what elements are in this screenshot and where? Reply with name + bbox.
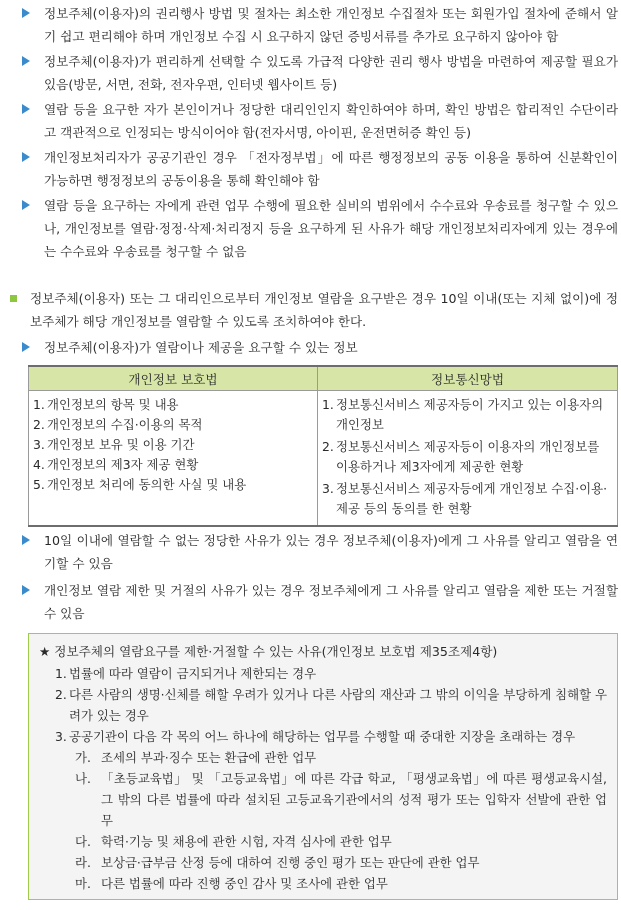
triangle-bullet-icon <box>22 104 30 114</box>
list-item: 2. 다른 사람의 생명·신체를 해할 우려가 있거나 다른 사람의 재산과 그 밖의 이익을 부당하게 침해할 우려가 있는 경우 <box>55 687 607 723</box>
triangle-bullet-icon <box>22 200 30 210</box>
list-item: 정보주체(이용자)의 권리행사 방법 및 절차는 최소한 개인정보 수집절차 또는 회원가입 절차에 준해서 알기 쉽고 편리해야 하며 개인정보 수집 시 요구하지 않던 증빙서류를 추가로 요구하지 않아야 함 <box>22 2 618 48</box>
list-item: 개인정보처리자가 공공기관인 경우 「전자정부법」에 따른 행정정보의 공동 이용을 통하여 신분확인이 가능하면 행정정보의 공동이용을 통해 확인해야 함 <box>22 146 618 192</box>
list-item: 10일 이내에 열람할 수 없는 정당한 사유가 있는 경우 정보주체(이용자)에게 그 사유를 알리고 열람을 연기할 수 있음 <box>22 529 618 575</box>
access-deadline-paragraph: 정보주체(이용자) 또는 그 대리인으로부터 개인정보 열람을 요구받은 경우 10일 이내(또는 지체 없이)에 정보주체가 해당 개인정보를 열람할 수 있도록 조치하여야 한다. <box>6 287 618 333</box>
box-title: ★ 정보주체의 열람요구를 제한·거절할 수 있는 사유(개인정보 보호법 제35조제4항) <box>39 644 498 659</box>
table-row: 2. 정보통신서비스 제공자등이 이용자의 개인정보를 이용하거나 제3자에게 제공한 현황 <box>322 438 600 474</box>
rights-exercise-list <box>22 2 618 263</box>
list-item: 열람 등을 요구한 자가 본인이거나 정당한 대리인인지 확인하여야 하며, 확인 방법은 합리적인 수단이라고 객관적으로 인정되는 방식이어야 함(전자서명, 아이핀, 운전면허증 확인 등) <box>22 98 618 144</box>
list-item: 정보주체(이용자)가 열람이나 제공을 요구할 수 있는 정보 <box>22 336 618 359</box>
privacy-act-cell <box>29 390 318 526</box>
list-item: 3. 공공기관이 다음 각 목의 어느 하나에 해당하는 업무를 수행할 때 중대한 지장을 초래하는 경우 <box>55 729 576 744</box>
list-item: 정보주체(이용자)가 편리하게 선택할 수 있도록 가급적 다양한 권리 행사 방법을 마련하여 제공할 필요가 있음(방문, 서면, 전화, 전자우편, 인터넷 웹사이트 등) <box>22 50 618 96</box>
restriction-reasons-box <box>28 633 618 900</box>
table-row: 1. 정보통신서비스 제공자등이 가지고 있는 이용자의 개인정보 <box>322 396 604 432</box>
sub-list-item: 나. 「초등교육법」 및 「고등교육법」에 따른 각급 학교, 「평생교육법」에 따른 평생교육시설, 그 밖의 다른 법률에 따라 설치된 고등교육기관에서의 성적 평가 또는 입학자 선발에 관한 업무 <box>75 771 607 828</box>
delay-refusal-list <box>22 529 618 625</box>
triangle-bullet-icon <box>22 585 30 595</box>
requestable-info-table <box>28 365 618 527</box>
requestable-info-heading <box>22 336 618 359</box>
triangle-bullet-icon <box>22 56 30 66</box>
triangle-bullet-icon <box>22 535 30 545</box>
triangle-bullet-icon <box>22 342 30 352</box>
sub-list-item: 가. 조세의 부과·징수 또는 환급에 관한 업무 <box>75 750 317 765</box>
list-item: 1. 법률에 따라 열람이 금지되거나 제한되는 경우 <box>55 666 317 681</box>
table-row: 5. 개인정보 처리에 동의한 사실 및 내용 <box>33 476 247 492</box>
square-bullet-icon <box>10 295 17 302</box>
list-item: 개인정보 열람 제한 및 거절의 사유가 있는 경우 정보주체에게 그 사유를 알리고 열람을 제한 또는 거절할 수 있음 <box>22 579 618 625</box>
sub-list-item: 다. 학력·기능 및 채용에 관한 시험, 자격 심사에 관한 업무 <box>75 834 392 849</box>
list-item: 열람 등을 요구하는 자에게 관련 업무 수행에 필요한 실비의 범위에서 수수료와 우송료를 청구할 수 있으나, 개인정보를 열람·정정·삭제·처리정지 등을 요구하게 된 사유가 해당 개인정보처리자에게 있는 경우에는 수수료와 우송료를 청구할 수 없음 <box>22 194 618 263</box>
table-header-privacy-act: 개인정보 보호법 <box>29 366 318 390</box>
table-row: 3. 개인정보 보유 및 이용 기간 <box>33 436 195 452</box>
table-header-network-act: 정보통신망법 <box>318 366 618 390</box>
triangle-bullet-icon <box>22 152 30 162</box>
sub-list-item: 마. 다른 법률에 따라 진행 중인 감사 및 조사에 관한 업무 <box>75 876 388 891</box>
network-act-cell <box>318 390 618 526</box>
triangle-bullet-icon <box>22 8 30 18</box>
table-row: 2. 개인정보의 수집·이용의 목적 <box>33 416 203 432</box>
table-row: 3. 정보통신서비스 제공자등에게 개인정보 수집·이용·제공 등의 동의를 한 현황 <box>322 480 608 516</box>
sub-list-item: 라. 보상금·급부금 산정 등에 대하여 진행 중인 평가 또는 판단에 관한 업무 <box>75 855 480 870</box>
table-row: 1. 개인정보의 항목 및 내용 <box>33 396 179 412</box>
table-row: 4. 개인정보의 제3자 제공 현황 <box>33 456 199 472</box>
